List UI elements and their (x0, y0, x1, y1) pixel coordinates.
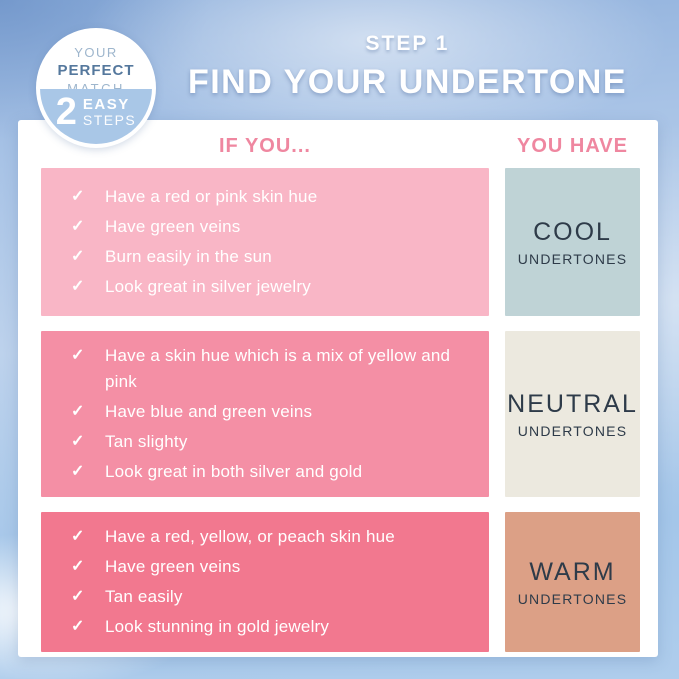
undertone-card (18, 120, 658, 657)
row-warm (41, 512, 640, 652)
criteria-text: Burn easily in the sun (105, 247, 272, 266)
criteria-text: Look great in both silver and gold (105, 462, 363, 481)
list-item (71, 554, 481, 580)
list-item (71, 184, 481, 210)
list-item (71, 214, 481, 240)
criteria-text: Tan easily (105, 587, 183, 606)
result-sublabel: UNDERTONES (517, 422, 628, 439)
result-label: COOL (533, 217, 612, 246)
list-item (71, 584, 481, 610)
criteria-box-neutral (41, 331, 489, 497)
check-icon: ✓ (71, 218, 85, 235)
list-item (71, 399, 481, 425)
title-block (155, 32, 660, 102)
criteria-text: Have a red or pink skin hue (105, 187, 318, 206)
criteria-box-cool (41, 168, 489, 316)
criteria-text: Look stunning in gold jewelry (105, 617, 330, 636)
list-item (71, 244, 481, 270)
list-item (71, 343, 481, 395)
check-icon: ✓ (71, 347, 85, 364)
check-icon: ✓ (71, 433, 85, 450)
criteria-text: Tan slighty (105, 432, 188, 451)
badge-steps-section (40, 89, 152, 144)
result-box-cool (505, 168, 640, 316)
column-header-if-you: IF YOU... (219, 134, 311, 157)
criteria-text: Have green veins (105, 217, 241, 236)
check-icon: ✓ (71, 248, 85, 265)
badge-steps-word: STEPS (82, 112, 137, 129)
step-label: STEP 1 (365, 32, 450, 55)
list-item (71, 459, 481, 485)
result-box-neutral (505, 331, 640, 497)
badge-top-text (40, 32, 152, 96)
result-sublabel: UNDERTONES (517, 250, 628, 267)
row-neutral (41, 331, 640, 497)
result-label: NEUTRAL (507, 389, 638, 418)
badge-circle (36, 28, 156, 148)
list-item (71, 429, 481, 455)
badge-step-number: 2 (55, 91, 77, 134)
check-icon: ✓ (71, 558, 85, 575)
badge-steps-label (83, 93, 136, 144)
badge-easy-label: EASY (82, 96, 130, 114)
row-cool (41, 168, 640, 316)
criteria-text: Have green veins (105, 557, 241, 576)
page-title: FIND YOUR UNDERTONE (187, 63, 628, 101)
badge-line-your: YOUR (74, 45, 118, 60)
criteria-text: Have a skin hue which is a mix of yellow and pink (105, 346, 451, 391)
check-icon: ✓ (71, 528, 85, 545)
check-icon: ✓ (71, 463, 85, 480)
result-box-warm (505, 512, 640, 652)
check-icon: ✓ (71, 278, 85, 295)
check-icon: ✓ (71, 188, 85, 205)
result-label: WARM (529, 557, 616, 586)
check-icon: ✓ (71, 588, 85, 605)
list-item (71, 524, 481, 550)
criteria-text: Look great in silver jewelry (105, 277, 311, 296)
check-icon: ✓ (71, 403, 85, 420)
perfect-match-badge (36, 28, 156, 148)
criteria-text: Have blue and green veins (105, 402, 313, 421)
criteria-box-warm (41, 512, 489, 652)
list-item (71, 274, 481, 300)
column-header-you-have: YOU HAVE (517, 134, 628, 157)
criteria-text: Have a red, yellow, or peach skin hue (105, 527, 395, 546)
result-sublabel: UNDERTONES (517, 590, 628, 607)
list-item (71, 614, 481, 640)
check-icon: ✓ (71, 618, 85, 635)
badge-line-perfect: PERFECT (57, 62, 135, 79)
